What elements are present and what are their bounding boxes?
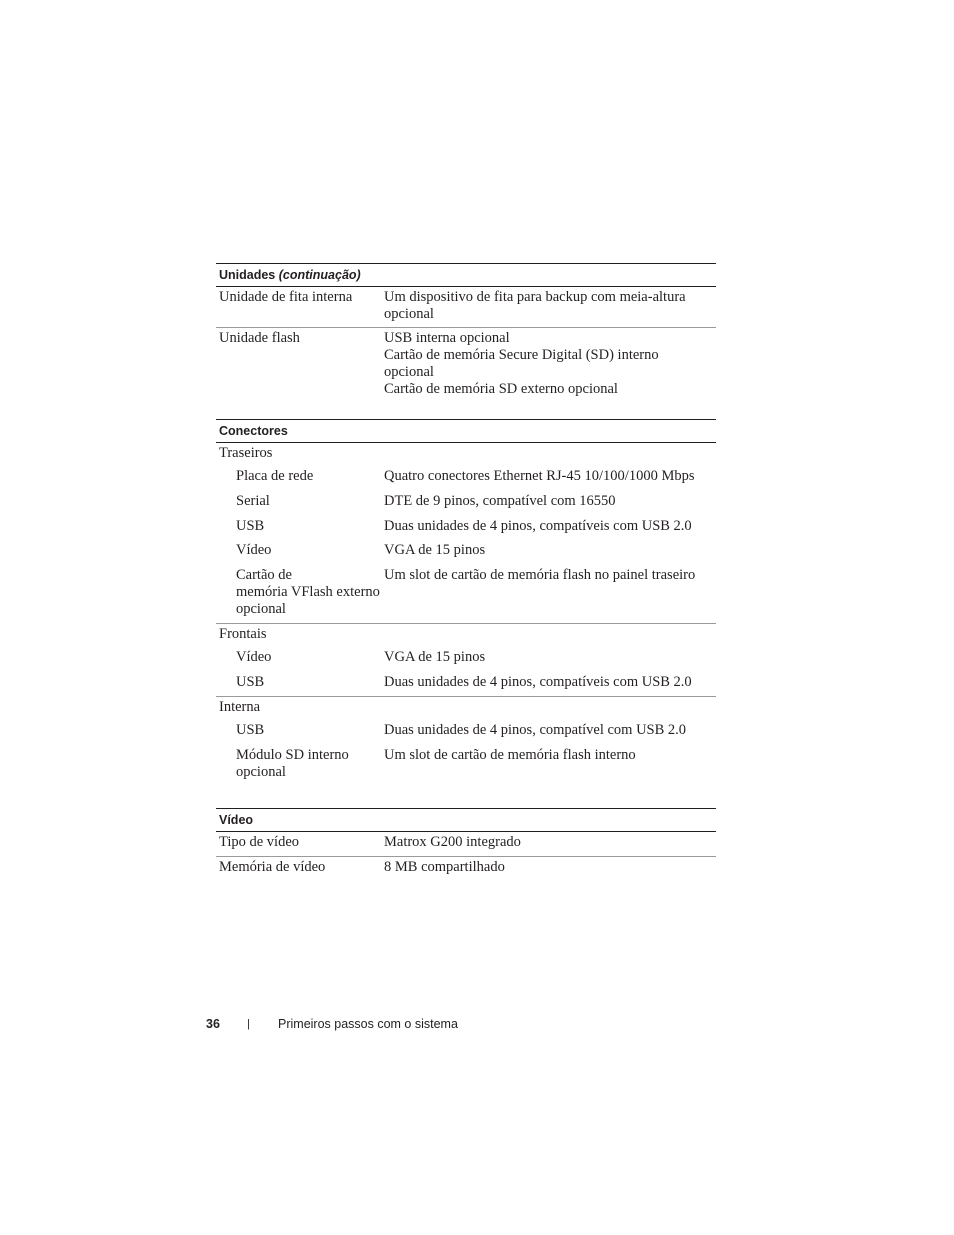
spec-value: Um slot de cartão de memória flash no painel traseiro — [384, 567, 696, 583]
spec-label: Placa de rede — [236, 468, 314, 484]
section-header-conectores — [216, 419, 716, 443]
spec-label: Serial — [236, 493, 270, 509]
section-title-suffix: (continuação) — [278, 268, 361, 282]
spec-value-line: opcional — [384, 306, 434, 322]
section-unidades — [216, 263, 716, 398]
footer-separator: | — [247, 1018, 250, 1030]
spec-value: VGA de 15 pinos — [384, 649, 486, 665]
spec-row — [216, 542, 716, 567]
spec-value: Duas unidades de 4 pinos, compatível com USB 2.0 — [384, 722, 687, 738]
spec-value: Duas unidades de 4 pinos, compatíveis com USB 2.0 — [384, 674, 692, 690]
spec-label: Vídeo — [236, 649, 272, 665]
group-label: Interna — [219, 699, 261, 715]
spec-row — [216, 722, 716, 747]
section-conectores — [216, 419, 716, 781]
group-label-frontais — [216, 624, 716, 649]
section-title: Conectores — [219, 424, 288, 438]
spec-value-line: opcional — [384, 364, 434, 380]
spec-row-tipo-video — [216, 832, 716, 857]
spec-row — [216, 518, 716, 542]
spec-row-unidade-fita — [216, 287, 716, 328]
spec-row — [216, 674, 716, 697]
spec-label: Tipo de vídeo — [219, 834, 300, 850]
page-number: 36 — [206, 1017, 220, 1031]
spec-value — [384, 330, 716, 398]
spec-label: USB — [236, 722, 265, 738]
spec-label-line: Módulo SD interno — [236, 747, 349, 763]
spec-label — [216, 747, 384, 781]
spec-label-line: memória VFlash externo — [236, 584, 380, 600]
spec-value-line: USB interna opcional — [384, 330, 510, 346]
group-label: Frontais — [219, 626, 267, 642]
footer-title: Primeiros passos com o sistema — [278, 1017, 458, 1031]
section-title: Unidades — [219, 268, 276, 282]
group-label-interna — [216, 697, 716, 722]
spec-value — [384, 289, 716, 323]
spec-row — [216, 493, 716, 518]
spec-label-line: opcional — [236, 601, 286, 617]
spec-value: Matrox G200 integrado — [384, 834, 521, 850]
section-header-video — [216, 808, 716, 832]
spec-row — [216, 747, 716, 781]
spec-value: DTE de 9 pinos, compatível com 16550 — [384, 493, 616, 509]
group-label: Traseiros — [219, 445, 273, 461]
spec-value: Um slot de cartão de memória flash interno — [384, 747, 636, 763]
spec-label: USB — [236, 518, 265, 534]
spec-label-line: Cartão de — [236, 567, 292, 583]
spec-value-line: Um dispositivo de fita para backup com meia-altura — [384, 289, 686, 305]
spec-value-line: Cartão de memória SD externo opcional — [384, 381, 618, 397]
spec-row — [216, 468, 716, 493]
spec-row-memoria-video — [216, 857, 716, 876]
spec-label: Vídeo — [236, 542, 272, 558]
spec-label: Memória de vídeo — [219, 859, 326, 875]
spec-value: 8 MB compartilhado — [384, 859, 505, 875]
spec-label — [216, 567, 384, 618]
section-header-unidades — [216, 263, 716, 287]
spec-value: VGA de 15 pinos — [384, 542, 486, 558]
spec-label: Unidade flash — [219, 330, 300, 346]
spec-value-line: Cartão de memória Secure Digital (SD) interno — [384, 347, 659, 363]
section-title: Vídeo — [219, 813, 254, 827]
spec-label-line: opcional — [236, 764, 286, 780]
spec-row-unidade-flash — [216, 328, 716, 398]
group-label-traseiros — [216, 443, 716, 468]
spec-label: Unidade de fita interna — [219, 289, 353, 305]
spec-value: Quatro conectores Ethernet RJ-45 10/100/1000 Mbps — [384, 468, 695, 484]
section-video — [216, 808, 716, 876]
spec-row — [216, 567, 716, 624]
spec-row — [216, 649, 716, 674]
spec-value: Duas unidades de 4 pinos, compatíveis com USB 2.0 — [384, 518, 692, 534]
spec-label: USB — [236, 674, 265, 690]
